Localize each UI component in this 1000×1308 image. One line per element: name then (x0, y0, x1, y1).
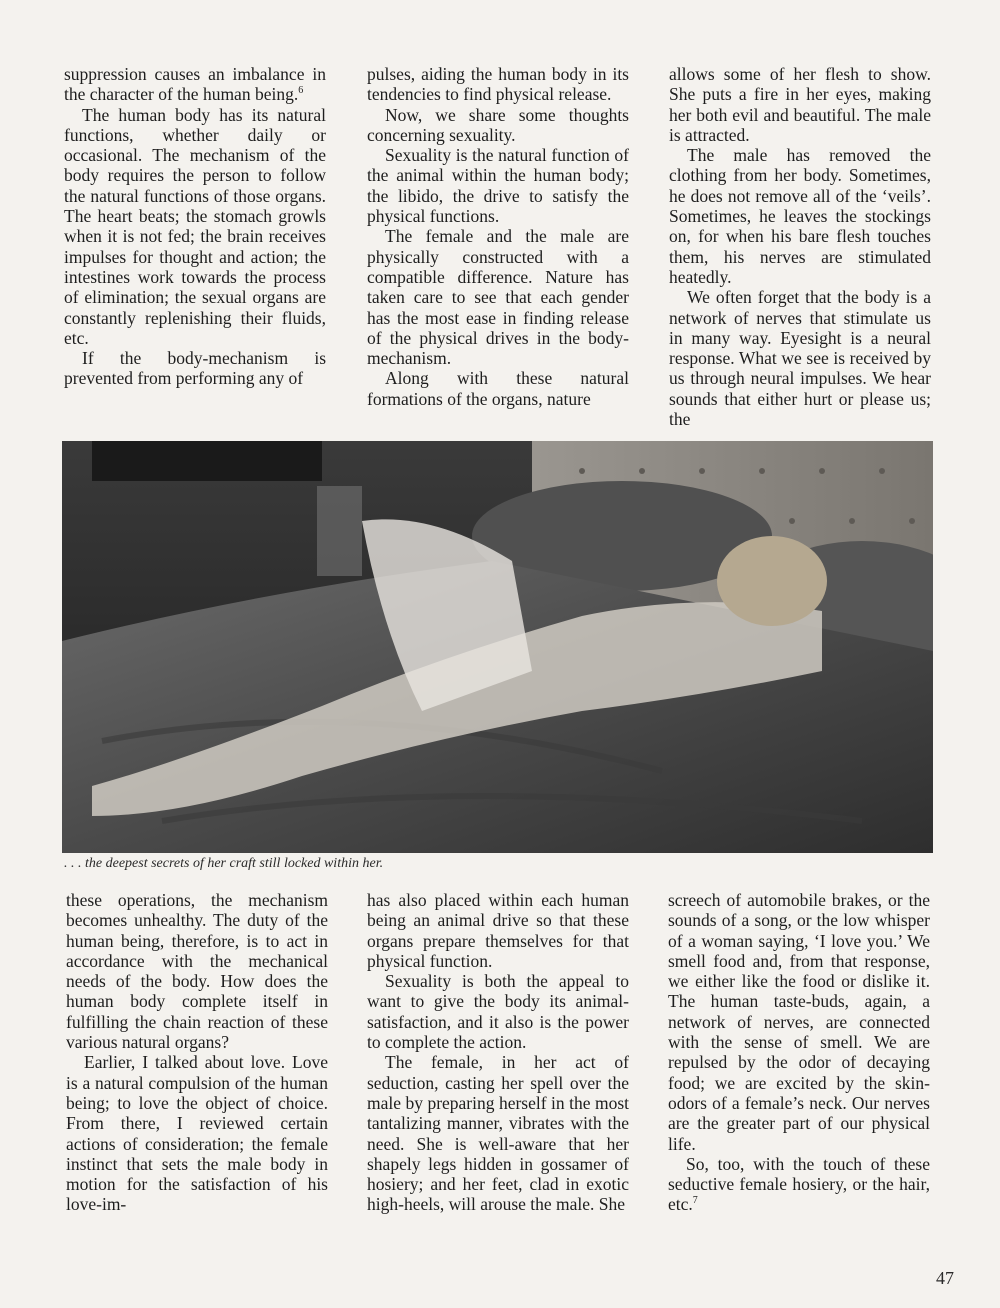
photo-placeholder-graphic (62, 441, 933, 853)
paragraph: screech of automobile brakes, or the sounds of a song, or the low whisper of a woman saying, ‘I love you.’ We smell food and, from that response, we either like the food or dislike it. The human taste-buds, again, a network of nerves, are connected with the sense of smell. We are repulsed by the odor of decaying food; we are excited by the skin-odors of a female’s neck. Our nerves are the greater part of our physical life. (668, 890, 930, 1154)
paragraph: If the body-mechanism is prevented from performing any of (64, 348, 326, 389)
article-column-top-1 (64, 64, 326, 389)
paragraph: So, too, with the touch of these seductive female hosiery, or the hair, etc.$^7$ (668, 1153, 930, 1215)
paragraph: The male has removed the clothing from her body. Sometimes, he does not remove all of the ‘veils’. Sometimes, he leaves the stockings on, for when his bare flesh touches them, his nerves are stimulated heatedly. (669, 145, 931, 287)
paragraph: has also placed within each human being an animal drive so that these organs prepare themselves for that physical function. (367, 890, 629, 971)
paragraph: pulses, aiding the human body in its tendencies to find physical release. (367, 64, 629, 105)
article-column-top-3 (669, 64, 931, 429)
article-column-bottom-2 (367, 890, 629, 1215)
paragraph: these operations, the mechanism becomes unhealthy. The duty of the human being, therefore, is to act in accordance with the mechanical needs of the body. How does the human body complete itself in fulfilling the chain reaction of these various natural organs? (66, 890, 328, 1053)
paragraph: Earlier, I talked about love. Love is a natural compulsion of the human being; to love the object of choice. From there, I reviewed certain actions of consideration; the female instinct that sets the male body in motion for the satisfaction of his love-im- (66, 1052, 328, 1215)
paragraph: The human body has its natural functions, whether daily or occasional. The mechanism of the body requires the person to follow the natural functions of those organs. The heart beats; the stomach growls when it is not fed; the brain receives impulses for thought and action; the intestines work towards the process of elimination; the sexual organs are constantly replenishing their fluids, etc. (64, 104, 326, 348)
paragraph: We often forget that the body is a network of nerves that stimulate us in many way. Eyesight is a neural response. What we see is received by us through neural impulses. We hear sounds that either hurt or please us; the (669, 287, 931, 430)
paragraph: Sexuality is the natural function of the animal within the human body; the libido, the drive to satisfy the physical functions. (367, 145, 629, 227)
paragraph: suppression causes an imbalance in the character of the human being.$^6$ (64, 64, 326, 105)
page-number: 47 (936, 1268, 954, 1288)
paragraph: The female, in her act of seduction, casting her spell over the male by preparing herself in the most tantalizing manner, vibrates with the need. She is well-aware that her shapely legs hidden in gossamer of hosiery; and her feet, clad in exotic high-heels, will arouse the male. She (367, 1052, 629, 1215)
photo-caption: . . . the deepest secrets of her craft still locked within her. (64, 856, 384, 871)
article-column-bottom-3 (668, 890, 930, 1215)
article-column-bottom-1 (66, 890, 328, 1215)
paragraph: Now, we share some thoughts concerning sexuality. (367, 104, 629, 145)
paragraph: The female and the male are physically constructed with a compatible difference. Nature has taken care to see that each gender has the most ease in finding release of the physical drives in the body-mechanism. (367, 226, 629, 369)
article-photo (62, 441, 933, 853)
paragraph: allows some of her flesh to show. She puts a fire in her eyes, making her both evil and beautiful. The male is attracted. (669, 64, 931, 145)
article-column-top-2 (367, 64, 629, 409)
paragraph: Along with these natural formations of the organs, nature (367, 368, 629, 409)
paragraph: Sexuality is both the appeal to want to give the body its animal-satisfaction, and it also is the power to complete the action. (367, 971, 629, 1053)
